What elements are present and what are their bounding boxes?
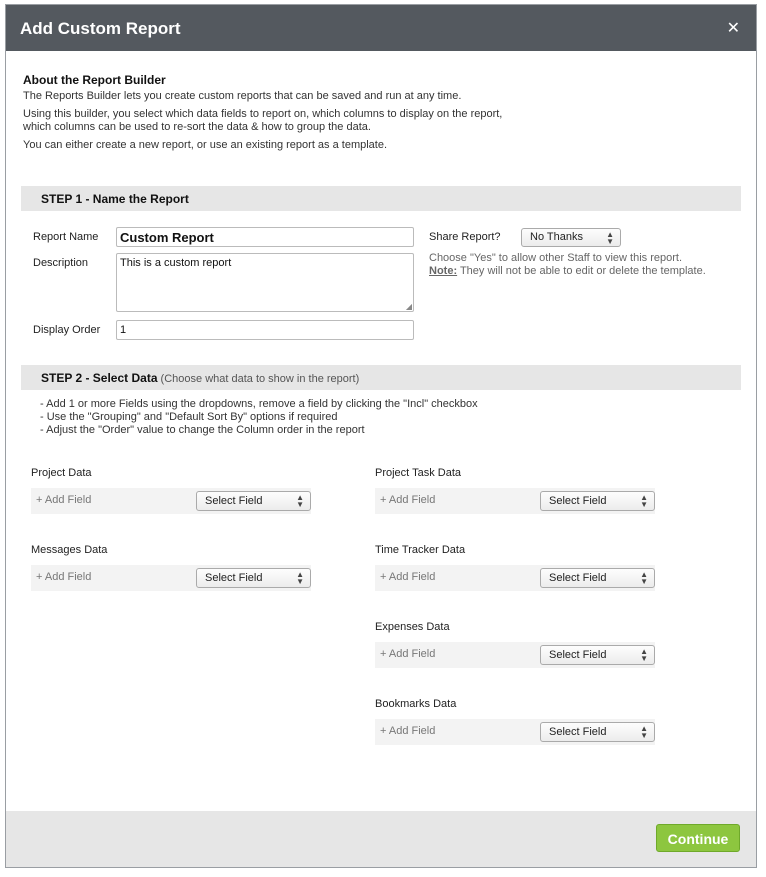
- close-icon[interactable]: ✕: [726, 20, 740, 37]
- bookmarks-data-row: [375, 719, 655, 745]
- step1-header: [21, 186, 741, 211]
- messages-field-select[interactable]: [196, 568, 311, 588]
- select-field-label: Select Field: [549, 572, 607, 584]
- project-task-field-select[interactable]: [540, 491, 655, 511]
- select-arrows-icon: ▲ ▼: [606, 230, 614, 246]
- select-field-label: Select Field: [205, 495, 263, 507]
- display-order-label: Display Order: [33, 324, 101, 336]
- project-task-data-label: Project Task Data: [375, 467, 462, 479]
- instruction-bullet: - Add 1 or more Fields using the dropdowns, remove a field by clicking the "Incl" checkbox: [40, 398, 478, 410]
- description-textarea[interactable]: [116, 253, 414, 312]
- messages-data-row: [31, 565, 311, 591]
- bookmarks-data-label: Bookmarks Data: [375, 698, 457, 710]
- project-data-label: Project Data: [31, 467, 92, 479]
- select-arrows-icon: ▲ ▼: [296, 493, 304, 509]
- select-arrows-icon: ▲ ▼: [640, 570, 648, 586]
- about-paragraph-2a: Using this builder, you select which data fields to report on, which columns to display on the report,: [23, 108, 503, 120]
- about-paragraph-2b: which columns can be used to re-sort the data & how to group the data.: [23, 121, 371, 133]
- select-arrows-icon: ▲ ▼: [640, 493, 648, 509]
- about-paragraph-1: The Reports Builder lets you create custom reports that can be saved and run at any time.: [23, 90, 462, 102]
- note-text: They will not be able to edit or delete the template.: [457, 265, 706, 277]
- select-arrows-icon: ▲ ▼: [296, 570, 304, 586]
- about-heading: About the Report Builder: [23, 73, 166, 87]
- add-field-link[interactable]: + Add Field: [36, 494, 92, 506]
- share-note: [429, 265, 706, 278]
- select-field-label: Select Field: [549, 649, 607, 661]
- dialog-body: [6, 51, 756, 811]
- resize-handle-icon[interactable]: ◢: [405, 302, 412, 311]
- select-field-label: Select Field: [549, 495, 607, 507]
- about-paragraph-3: You can either create a new report, or use an existing report as a template.: [23, 139, 388, 151]
- time-tracker-data-row: [375, 565, 655, 591]
- select-field-label: Select Field: [205, 572, 263, 584]
- time-tracker-data-label: Time Tracker Data: [375, 544, 466, 556]
- select-arrows-icon: ▲ ▼: [640, 724, 648, 740]
- step1-title: STEP 1 - Name the Report: [41, 192, 189, 206]
- add-field-link[interactable]: + Add Field: [380, 571, 436, 583]
- step2-title: STEP 2 - Select Data: [41, 371, 158, 385]
- bookmarks-field-select[interactable]: [540, 722, 655, 742]
- step2-header: [21, 365, 741, 390]
- add-field-link[interactable]: + Add Field: [380, 725, 436, 737]
- add-field-link[interactable]: + Add Field: [380, 494, 436, 506]
- messages-data-label: Messages Data: [31, 544, 108, 556]
- expenses-field-select[interactable]: [540, 645, 655, 665]
- step2-subtitle: (Choose what data to show in the report): [157, 373, 360, 385]
- display-order-input[interactable]: 1: [116, 320, 414, 340]
- select-arrows-icon: ▲ ▼: [640, 647, 648, 663]
- add-custom-report-dialog: [6, 5, 756, 867]
- expenses-data-label: Expenses Data: [375, 621, 450, 633]
- expenses-data-row: [375, 642, 655, 668]
- share-report-select[interactable]: [521, 228, 621, 247]
- project-data-row: [31, 488, 311, 514]
- description-value: This is a custom report: [120, 257, 232, 269]
- project-task-data-row: [375, 488, 655, 514]
- dialog-footer: [6, 811, 756, 867]
- dialog-header: [6, 5, 756, 51]
- add-field-link[interactable]: + Add Field: [380, 648, 436, 660]
- add-field-link[interactable]: + Add Field: [36, 571, 92, 583]
- share-report-label: Share Report?: [429, 231, 501, 243]
- project-field-select[interactable]: [196, 491, 311, 511]
- report-name-input[interactable]: Custom Report: [116, 227, 414, 247]
- step2-heading: [41, 371, 359, 385]
- share-report-value: No Thanks: [530, 231, 583, 243]
- continue-button[interactable]: Continue: [656, 824, 740, 852]
- note-label: Note:: [429, 265, 458, 277]
- report-name-label: Report Name: [33, 231, 99, 243]
- description-label: Description: [33, 257, 89, 269]
- instruction-bullet: - Adjust the "Order" value to change the Column order in the report: [40, 424, 365, 436]
- instruction-bullet: - Use the "Grouping" and "Default Sort By" options if required: [40, 411, 338, 423]
- dialog-title: Add Custom Report: [20, 19, 181, 38]
- share-hint: Choose "Yes" to allow other Staff to view this report.: [429, 252, 682, 264]
- time-tracker-field-select[interactable]: [540, 568, 655, 588]
- select-field-label: Select Field: [549, 726, 607, 738]
